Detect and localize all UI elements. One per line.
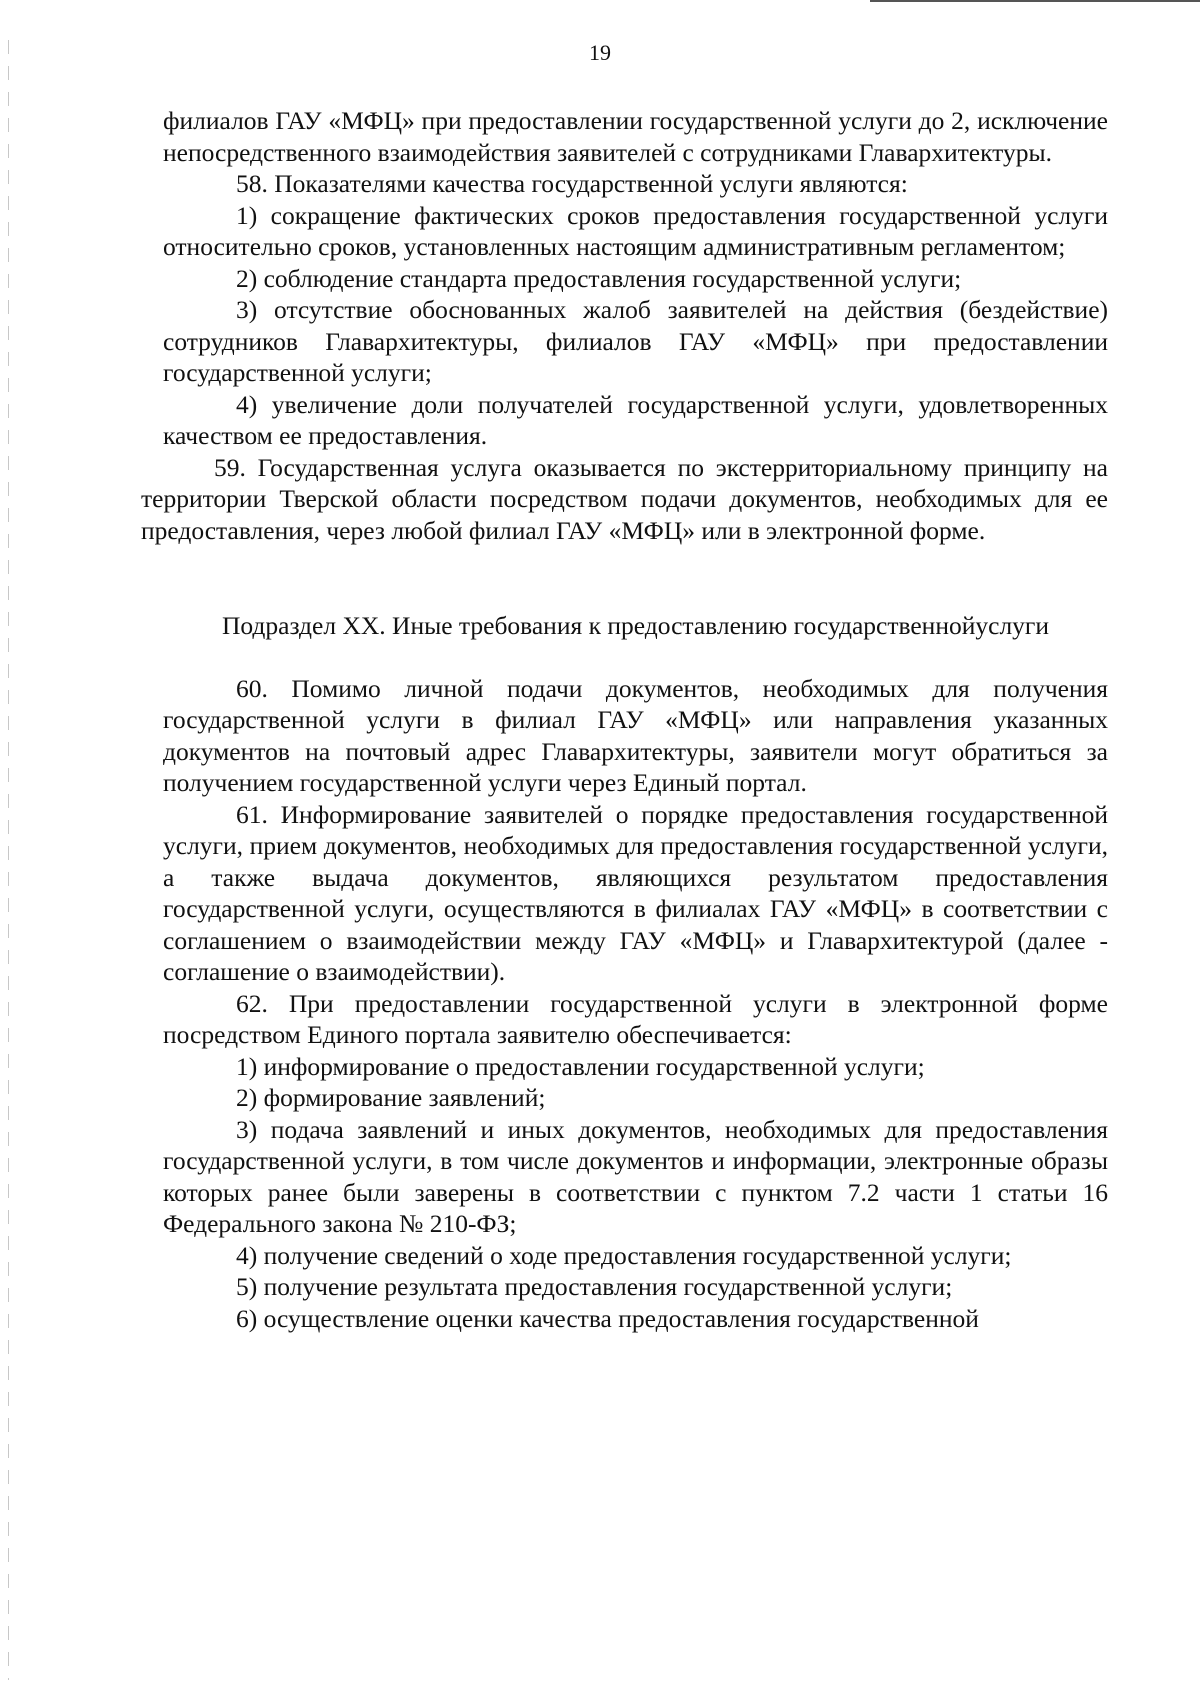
section-heading: Подраздел XX. Иные требования к предоставлению государственнойуслуги: [221, 611, 1050, 640]
paragraph-58: 58. Показателями качества государственной услуги являются:: [236, 169, 908, 198]
scan-left-edge: [8, 40, 9, 1680]
page-number: 19: [589, 40, 611, 65]
spacer: [163, 642, 1108, 673]
document-body: [141, 105, 1108, 1334]
paragraph-62-item-2: 2) формирование заявлений;: [236, 1083, 546, 1112]
paragraph-continuation: филиалов ГАУ «МФЦ» при предоставлении государственной услуги до 2, исключение непосредственного взаимодействия заявителей с сотрудниками Главархитектуры.: [163, 106, 1108, 167]
scan-top-edge: [870, 0, 1200, 2]
paragraph-61: 61. Информирование заявителей о порядке предоставления государственной услуги, прием документов, необходимых для предоставления государственной услуги, а также выдача документов, являющихся результатом предоставления государственной услуги, осуществляются в филиалах ГАУ «МФЦ» в соответствии с соглашением о взаимодействии между ГАУ «МФЦ» и Главархитектурой (далее - соглашение о взаимодействии).: [163, 799, 1108, 986]
paragraph-62-item-5: 5) получение результата предоставления государственной услуги;: [236, 1272, 953, 1301]
paragraph-58-item-4: 4) увеличение доли получателей государственной услуги, удовлетворенных качеством ее предоставления.: [163, 389, 1108, 450]
paragraph-62-item-1: 1) информирование о предоставлении государственной услуги;: [236, 1051, 925, 1081]
paragraph-62: 62. При предоставлении государственной услуги в электронной форме посредством Единого портала заявителю обеспечивается:: [163, 988, 1108, 1049]
paragraph-62-item-6: 6) осуществление оценки качества предоставления государственной: [236, 1303, 979, 1333]
spacer: [163, 546, 1108, 610]
paragraph-58-item-1: 1) сокращение фактических сроков предоставления государственной услуги относительно сроков, установленных настоящим административным регламентом;: [163, 200, 1108, 261]
paragraph-62-item-3: 3) подача заявлений и иных документов, необходимых для предоставления государственной услуги, в том числе документов и информации, электронные образы которых ранее были заверены в соответствии с пунктом 7.2 части 1 статьи 16 Федерального закона № 210-ФЗ;: [163, 1114, 1108, 1238]
paragraph-62-item-4: 4) получение сведений о ходе предоставления государственной услуги;: [236, 1240, 1012, 1270]
paragraph-59: 59. Государственная услуга оказывается по экстерриториальному принципу на территории Тверской области посредством подачи документов, необходимых для ее предоставления, через любой филиал ГАУ «МФЦ» или в электронной форме.: [141, 452, 1108, 545]
paragraph-58-item-3: 3) отсутствие обоснованных жалоб заявителей на действия (бездействие) сотрудников Главархитектуры, филиалов ГАУ «МФЦ» при предоставлении государственной услуги;: [163, 295, 1108, 387]
paragraph-58-item-2: 2) соблюдение стандарта предоставления государственной услуги;: [236, 263, 962, 293]
paragraph-60: 60. Помимо личной подачи документов, необходимых для получения государственной услуги в филиал ГАУ «МФЦ» или направления указанных документов на почтовый адрес Главархитектуры, заявители могут обратиться за получением государственной услуги через Единый портал.: [163, 673, 1108, 797]
